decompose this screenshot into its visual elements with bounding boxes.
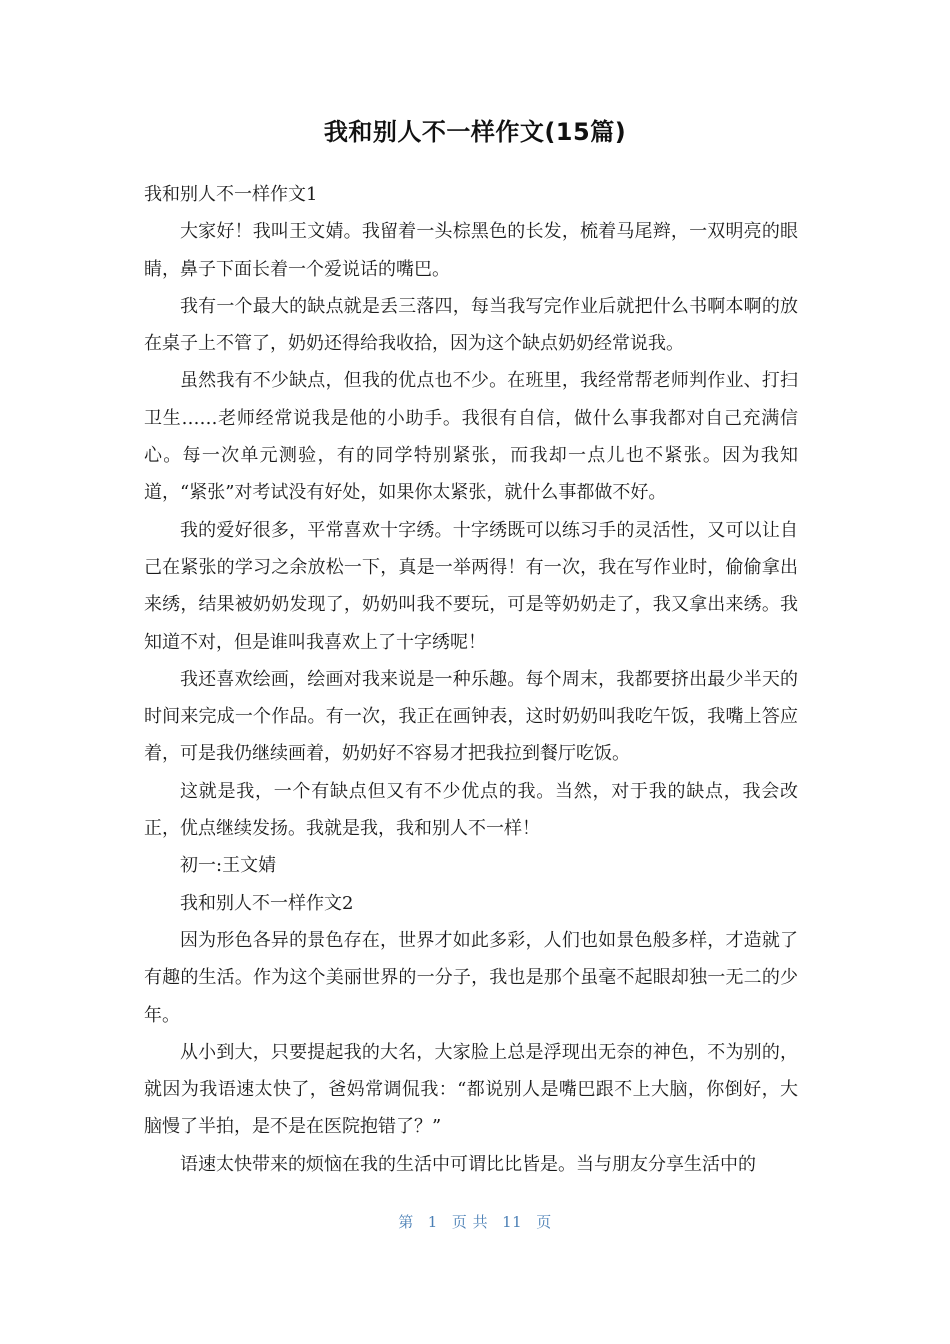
paragraph: 大家好！我叫王文婧。我留着一头棕黑色的长发，梳着马尾辫，一双明亮的眼睛，鼻子下面长着一个爱说话的嘴巴。 (144, 221, 798, 280)
paragraph: 我的爱好很多，平常喜欢十字绣。十字绣既可以练习手的灵活性，又可以让自己在紧张的学习之余放松一下，真是一举两得！有一次，我在写作业时，偷偷拿出来绣，结果被奶奶发现了，奶奶叫我不要玩，可是等奶奶走了，我又拿出来绣。我知道不对，但是谁叫我喜欢上了十字绣呢！ (144, 519, 798, 653)
paragraph: 这就是我，一个有缺点但又有不少优点的我。当然，对于我的缺点，我会改正，优点继续发扬。我就是我，我和别人不一样！ (144, 780, 798, 840)
page-footer (0, 1211, 950, 1232)
paragraph: 语速太快带来的烦恼在我的生活中可谓比比皆是。当与朋友分享生活中的 (180, 1153, 756, 1175)
footer-page-of: 页 共 (451, 1213, 489, 1231)
footer-total-pages: 11 (502, 1213, 523, 1231)
paragraph: 我有一个最大的缺点就是丢三落四，每当我写完作业后就把什么书啊本啊的放在桌子上不管了，奶奶还得给我收拾，因为这个缺点奶奶经常说我。 (144, 295, 798, 355)
footer-page-word: 第 (398, 1213, 414, 1231)
paragraph: 我还喜欢绘画，绘画对我来说是一种乐趣。每个周末，我都要挤出最少半天的时间来完成一个作品。有一次，我正在画钟表，这时奶奶叫我吃午饭，我嘴上答应着，可是我仍继续画着，奶奶好不容易才把我拉到餐厅吃饭。 (144, 668, 798, 765)
author-line: 初一:王文婧 (180, 855, 277, 877)
footer-page-suffix: 页 (536, 1213, 552, 1231)
footer-page-number: 1 (427, 1213, 438, 1231)
section-heading: 我和别人不一样作文1 (144, 184, 318, 205)
paragraph: 虽然我有不少缺点，但我的优点也不少。在班里，我经常帮老师判作业、打扫卫生……老师经常说我是他的小助手。我很有自信，做什么事我都对自己充满信心。每一次单元测验，有的同学特别紧张，而我却一点儿也不紧张。因为我知道，“紧张”对考试没有好处，如果你太紧张，就什么事都做不好。 (144, 370, 798, 504)
section-heading: 我和别人不一样作文2 (180, 892, 354, 914)
document-title: 我和别人不一样作文(15篇) (323, 118, 627, 146)
document-body (144, 176, 798, 1183)
paragraph: 因为形色各异的景色存在，世界才如此多彩，人们也如景色般多样，才造就了有趣的生活。作为这个美丽世界的一分子，我也是那个虽毫不起眼却独一无二的少年。 (144, 929, 798, 1026)
paragraph: 从小到大，只要提起我的大名，大家脸上总是浮现出无奈的神色，不为别的，就因为我语速太快了，爸妈常调侃我：“都说别人是嘴巴跟不上大脑，你倒好，大脑慢了半拍，是不是在医院抱错了？” (144, 1041, 798, 1138)
